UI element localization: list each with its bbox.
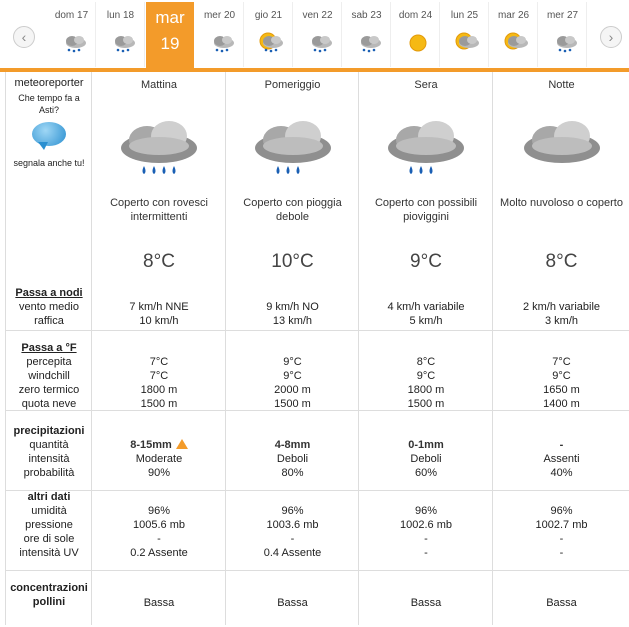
day-selector (0, 0, 629, 72)
cloud-rain-icon (355, 32, 383, 54)
day-tab[interactable] (490, 2, 538, 67)
label-percepita: percepita (26, 356, 72, 368)
chat-bubble-icon[interactable] (32, 122, 66, 146)
day-tab[interactable] (245, 2, 293, 67)
pollen-value: Bassa (546, 597, 577, 609)
sun-hours-value: - (424, 533, 428, 545)
sun-icon (404, 32, 432, 54)
sun-hours-value: - (559, 533, 564, 545)
precip-quantity: - (559, 439, 564, 451)
reporter-question: Che tempo fa a Asti? (18, 93, 80, 115)
precip-quantity: 4-8mm (274, 439, 311, 451)
label-quantita: quantità (29, 439, 69, 451)
precip-intensity: Deboli (410, 453, 442, 465)
precip-intensity: Assenti (543, 453, 580, 465)
cloud-rain-icon (306, 32, 334, 54)
perceived-temp: 7°C (149, 356, 169, 368)
weather-description: Molto nuvoloso o coperto (500, 197, 623, 209)
cloud-rain-icon (551, 32, 579, 54)
wind-speed: 2 km/h variabile (522, 301, 601, 313)
cloud-rain-icon (60, 32, 88, 54)
day-label: ven 22 (302, 10, 333, 21)
humidity-value: 96% (414, 505, 438, 517)
perceived-temp: 7°C (552, 356, 571, 368)
passa-nodi-link[interactable]: Passa a nodi (15, 287, 83, 299)
period-name: Pomeriggio (264, 79, 321, 91)
cloud-rain-icon (208, 32, 236, 54)
pressure-value: 1002.7 mb (535, 519, 588, 531)
snow-level-value: 1500 m (407, 398, 445, 410)
meteoreporter-title: meteoreporter (14, 77, 84, 89)
perceived-temp: 9°C (283, 356, 302, 368)
day-label: lun 18 (106, 10, 135, 21)
precip-quantity: 0-1mm (408, 439, 444, 451)
passa-f-link[interactable]: Passa a °F (21, 342, 77, 354)
snow-level-value: 1500 m (274, 398, 311, 410)
humidity-value: 96% (281, 505, 304, 517)
cloud-rain-icon (109, 32, 137, 54)
precip-probability: 80% (281, 467, 304, 479)
uv-value: - (559, 547, 564, 559)
precip-intensity: Moderate (135, 453, 183, 465)
perceived-temp: 8°C (416, 356, 436, 368)
snow-level-value: 1400 m (543, 398, 580, 410)
sun-hours-value: - (290, 533, 295, 545)
warning-icon (176, 439, 188, 449)
day-tab[interactable] (196, 2, 244, 67)
pressure-value: 1002.6 mb (400, 519, 452, 531)
cloud-rain-icon (226, 110, 359, 182)
label-uv: intensità UV (19, 547, 79, 559)
temperature: 10°C (271, 251, 314, 272)
day-label: mar 26 (497, 10, 530, 21)
sun-cloud-icon (502, 32, 530, 54)
wind-speed: 4 km/h variabile (387, 301, 465, 313)
day-tab[interactable] (343, 2, 391, 67)
altri-dati-title: altri dati (27, 491, 71, 503)
uv-value: 0.4 Assente (263, 547, 322, 559)
day-label: lun 25 (450, 10, 479, 21)
day-label: dom 24 (398, 10, 433, 21)
day-label: mer 20 (203, 10, 236, 21)
weather-description: Coperto con pioggia debole (243, 197, 342, 223)
wind-speed: 9 km/h NO (266, 301, 319, 313)
zero-termico-value: 2000 m (274, 384, 311, 396)
next-days-button[interactable]: › (600, 26, 622, 48)
windchill-value: 7°C (149, 370, 169, 382)
zero-termico-value: 1650 m (543, 384, 580, 396)
sun-hours-value: - (157, 533, 161, 545)
prev-days-button[interactable]: ‹ (13, 26, 35, 48)
wind-gust: 5 km/h (409, 315, 443, 327)
label-vento: vento medio (19, 301, 79, 313)
wind-gust: 10 km/h (139, 315, 179, 327)
temperature: 9°C (410, 251, 442, 272)
wind-gust: 3 km/h (544, 315, 578, 327)
windchill-value: 9°C (416, 370, 436, 382)
reporter-cta[interactable]: segnala anche tu! (13, 158, 85, 168)
label-intensita: intensità (28, 453, 70, 465)
humidity-value: 96% (550, 505, 573, 517)
day-label: mer 27 (546, 10, 579, 21)
precip-intensity: Deboli (276, 453, 309, 465)
uv-value: - (424, 547, 428, 559)
pressure-value: 1003.6 mb (266, 519, 319, 531)
temperature: 8°C (545, 251, 578, 272)
precip-probability: 40% (550, 467, 573, 479)
windchill-value: 9°C (283, 370, 302, 382)
label-windchill: windchill (28, 370, 70, 382)
label-raffica: raffica (34, 315, 64, 327)
pollen-value: Bassa (143, 597, 175, 609)
day-tab[interactable] (441, 2, 489, 67)
sun-cloud-rain-icon (257, 32, 285, 54)
cloud-rain-icon (359, 110, 493, 182)
precip-probability: 60% (414, 467, 438, 479)
forecast-table (5, 72, 629, 625)
temperature: 8°C (143, 251, 175, 272)
weather-description: Coperto con rovesci intermittenti (110, 197, 208, 223)
precip-quantity: 8-15mm (92, 438, 226, 452)
label-quota-neve: quota neve (21, 398, 77, 410)
day-number: 19 (160, 34, 180, 53)
zero-termico-value: 1800 m (140, 384, 178, 396)
wind-speed: 7 km/h NNE (129, 301, 189, 313)
precip-title: precipitazioni (13, 425, 85, 437)
pollen-value: Bassa (410, 597, 442, 609)
pollen-value: Bassa (277, 597, 308, 609)
period-name: Mattina (140, 79, 178, 91)
precip-probability: 90% (147, 467, 171, 479)
label-pressione: pressione (25, 519, 73, 531)
pressure-value: 1005.6 mb (133, 519, 185, 531)
wind-gust: 13 km/h (272, 315, 313, 327)
period-name: Sera (414, 79, 438, 91)
zero-termico-value: 1800 m (407, 384, 445, 396)
day-tab[interactable] (48, 2, 96, 67)
day-name: mar (155, 8, 185, 27)
label-zero-termico: zero termico (18, 384, 80, 396)
pollini-title: concentrazioni pollini (10, 582, 88, 608)
day-tab[interactable] (294, 2, 342, 67)
label-probabilita: probabilità (23, 467, 75, 479)
label-umidita: umidità (31, 505, 67, 517)
day-tab[interactable] (146, 2, 194, 72)
sun-cloud-icon (453, 32, 481, 54)
weather-description: Coperto con possibili pioviggini (374, 197, 478, 223)
uv-value: 0.2 Assente (130, 547, 188, 559)
day-label: dom 17 (54, 10, 89, 21)
day-label: gio 21 (254, 10, 283, 21)
period-name: Notte (548, 79, 575, 91)
label-ore-sole: ore di sole (23, 533, 75, 545)
windchill-value: 9°C (552, 370, 571, 382)
cloud-icon (493, 110, 629, 182)
humidity-value: 96% (147, 505, 171, 517)
day-tab[interactable] (392, 2, 440, 67)
cloud-rain-icon (92, 110, 226, 182)
day-label: sab 23 (351, 10, 382, 21)
snow-level-value: 1500 m (140, 398, 178, 410)
day-tab[interactable] (539, 2, 587, 67)
day-tab[interactable] (97, 2, 145, 67)
